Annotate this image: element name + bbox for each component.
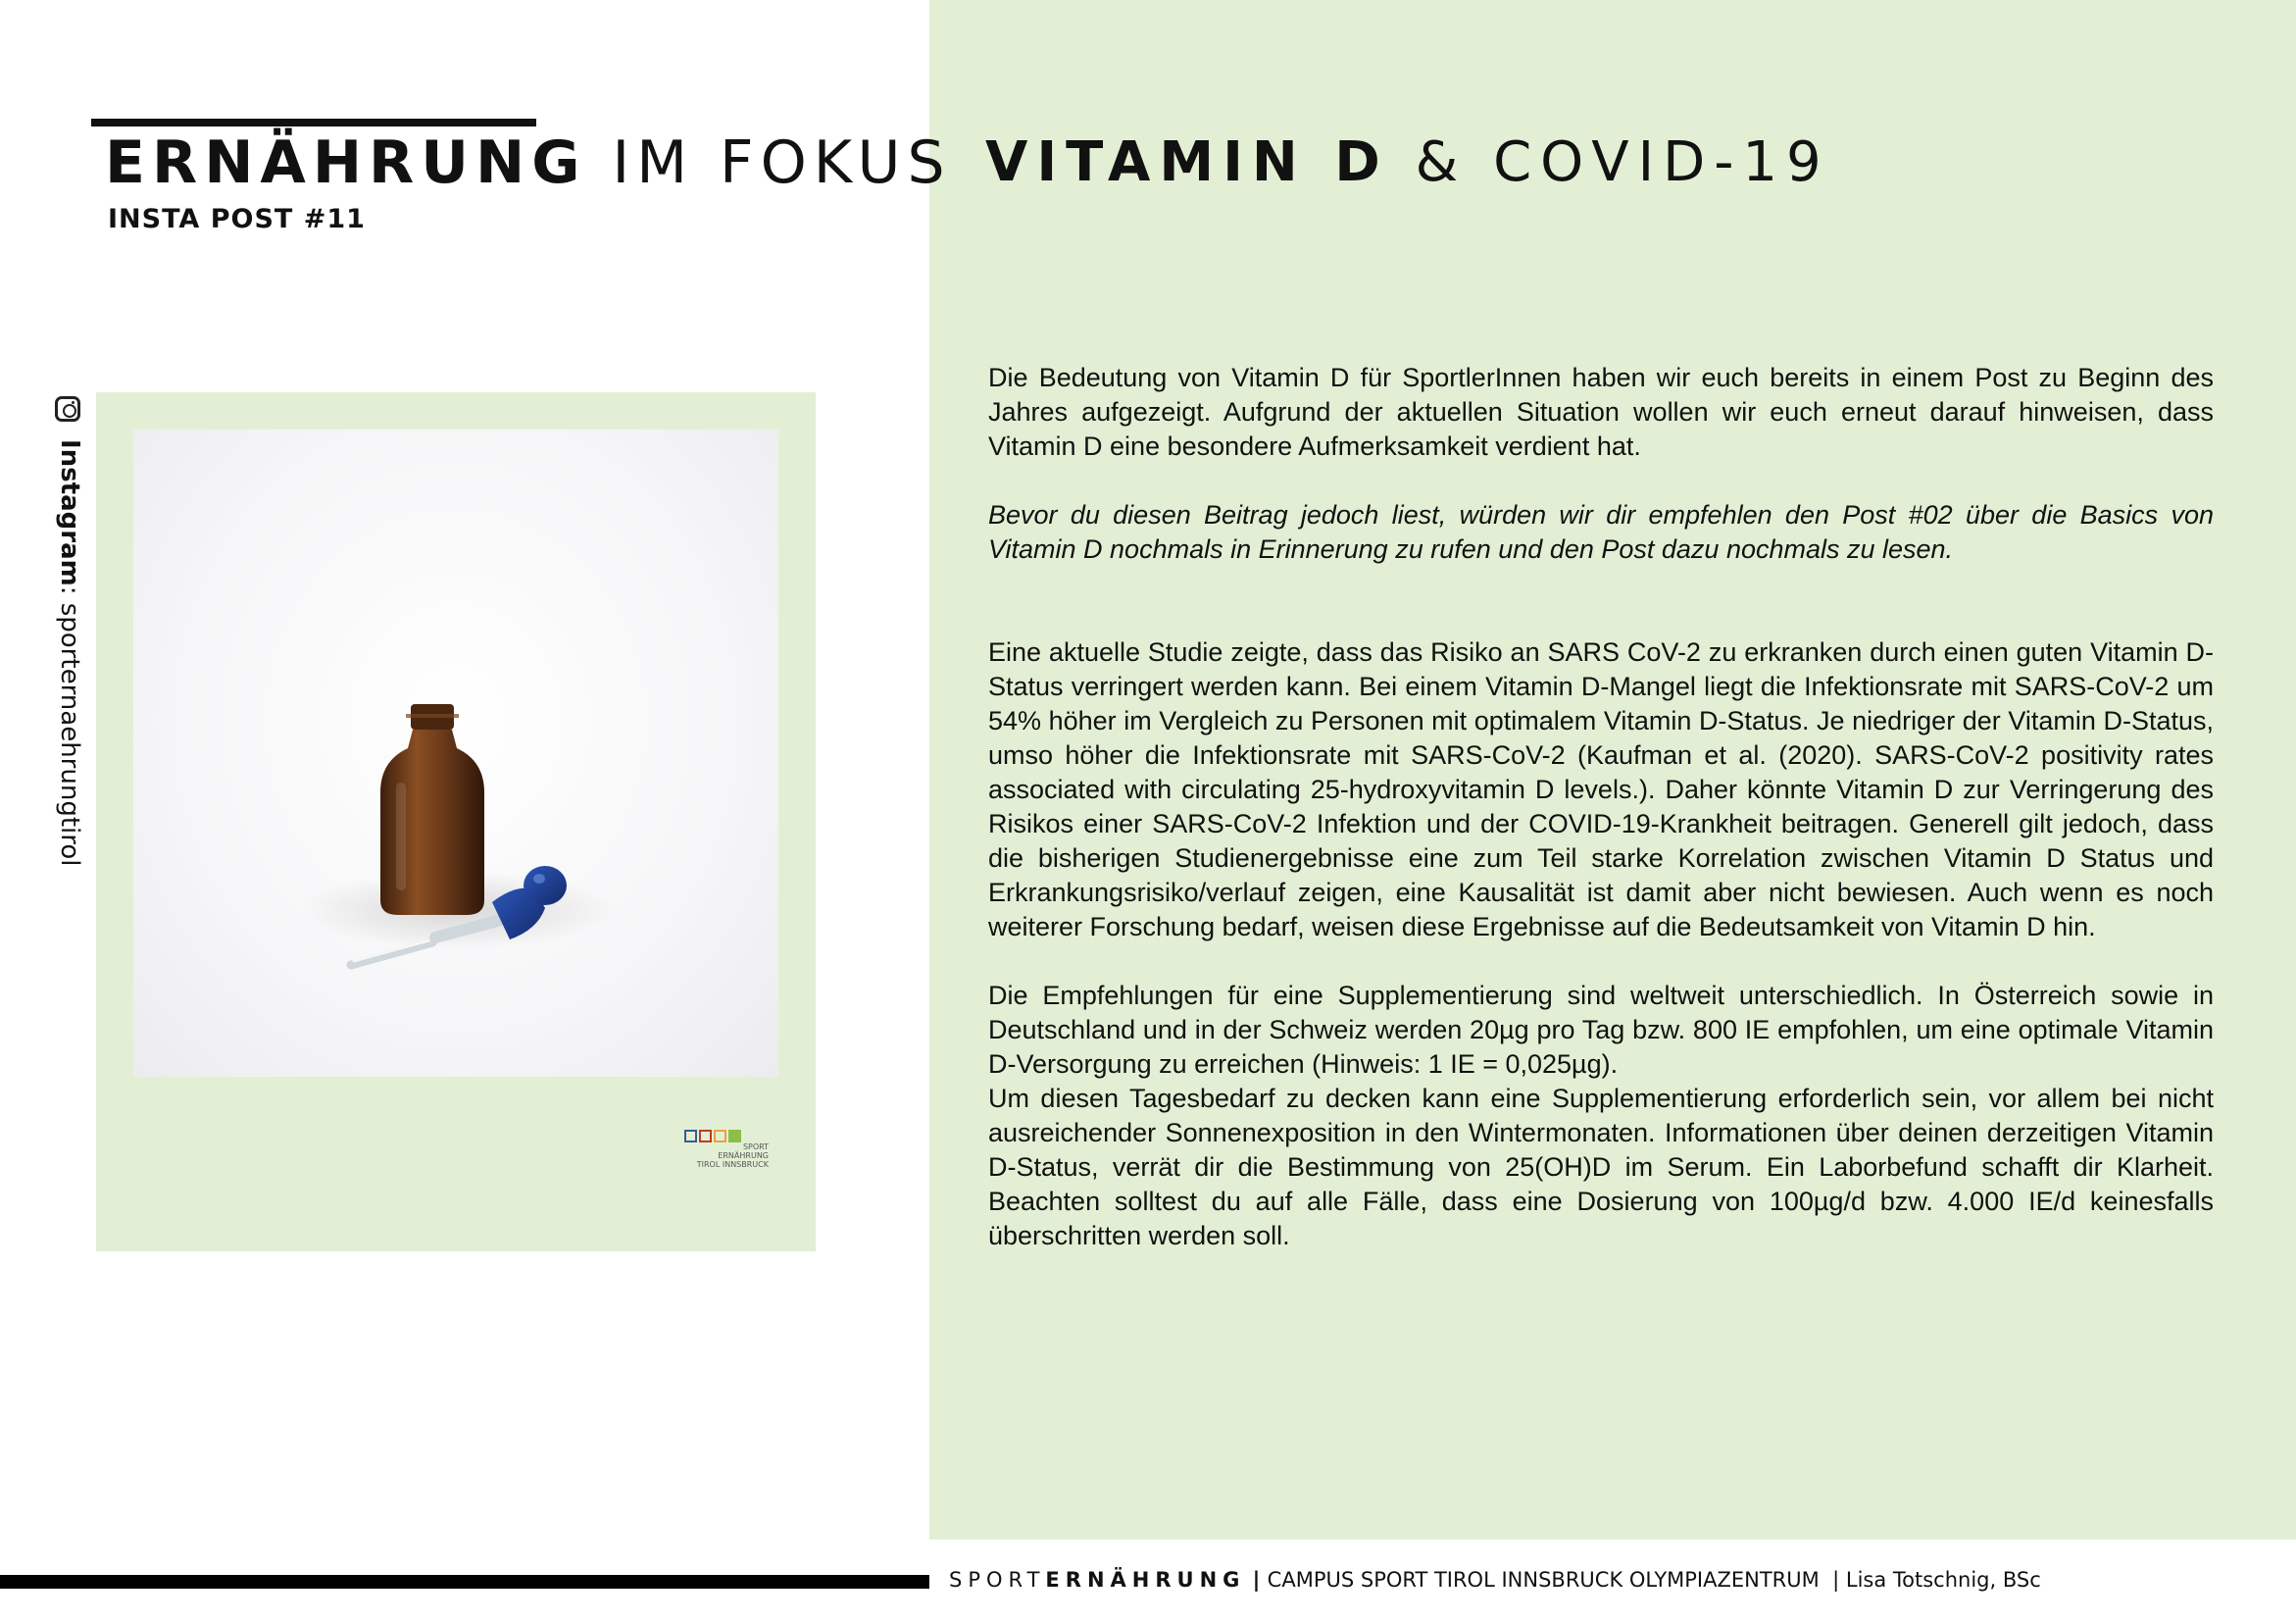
logo-square-orange [714, 1130, 726, 1142]
footer-campus: CAMPUS SPORT TIROL INNSBRUCK OLYMPIAZENTRUM [1267, 1568, 1820, 1592]
logo-square-green [728, 1130, 741, 1142]
logo-square-blue [684, 1130, 697, 1142]
instagram-account: : sporternaehrungtirol [55, 585, 84, 867]
paragraph-recommendation: Die Empfehlungen für eine Supplementierung sind weltweit unterschiedlich. In Österreich sowie in Deutschland und in der Schweiz werden 20µg pro Tag bzw. 800 IE empfohlen, um eine optimale Vitamin D-Versorgung zu erreichen (Hinweis: 1 IE = 0,025µg). [988, 981, 2214, 1079]
instagram-label: Instagram [55, 439, 84, 586]
instagram-text [55, 439, 84, 867]
footer-bar [0, 1575, 929, 1589]
logo-text-1: SPORT [742, 1142, 769, 1151]
paragraph-supplement: Um diesen Tagesbedarf zu decken kann eine Supplementierung erforderlich sein, vor allem bei nicht ausreichender Sonnenexposition in den Wintermonaten. Informationen über deinen derzeitigen Vitamin D-Status, verrät dir die Bestimmung von 25(OH)D im Serum. Ein Laborbefund schafft dir Klarheit. Beachten solltest du auf alle Fälle, dass eine Dosierung von 100µg/d bzw. 4.000 IE/d keinesfalls überschritten werden soll. [988, 1084, 2214, 1250]
photo-frame [96, 392, 816, 1251]
vitamin-bottle-photo [133, 430, 778, 1077]
paragraph-study: Eine aktuelle Studie zeigte, dass das Risiko an SARS CoV-2 zu erkranken durch einen guten Vitamin D-Status verringert werden kann. Bei einem Vitamin D-Mangel liegt die Infektionsrate mit SARS-CoV-2 um 54% höher im Vergleich zu Personen mit optimalem Vitamin D-Status. Je niedriger der Vitamin D-Status, umso höher die Infektionsrate mit SARS-CoV-2 (Kaufman et al. (2020). SARS-CoV-2 positivity rates associated with circulating 25-hydroxyvitamin D levels.). Daher könnte Vitamin D zur Verringerung des Risikos einer SARS-CoV-2 Infektion und der COVID-19-Krankheit beitragen. Generell gilt jedoch, dass die bisherigen Studienergebnisse eine zum Teil starke Korrelation zwischen Vitamin D Status und Erkrankungsrisiko/verlauf zeigen, eine Kausalität ist damit aber nicht bewiesen. Auch wenn es noch weiterer Forschung bedarf, weisen diese Ergebnisse auf die Bedeutsamkeit von Vitamin D hin. [988, 637, 2214, 941]
series-title-strong: ERNÄHRUNG [105, 128, 587, 197]
footer-brand-strong: ERNÄHRUNG [1045, 1568, 1246, 1592]
footer-separator-2: | [1819, 1568, 1846, 1592]
logo-squares [684, 1130, 769, 1142]
footer-separator: | [1245, 1568, 1268, 1592]
sport-ernaehrung-logo [684, 1130, 769, 1183]
footer-text [949, 1565, 2041, 1595]
article-body [988, 361, 2214, 1253]
footer-brand-light: SPORT [949, 1568, 1046, 1592]
article-title [985, 127, 1830, 198]
paragraph-intro: Die Bedeutung von Vitamin D für SportlerInnen haben wir euch bereits in einem Post zu Beginn des Jahres aufgezeigt. Aufgrund der aktuellen Situation wollen wir euch erneut darauf hinweisen, dass Vitamin D eine besondere Aufmerksamkeit verdient hat. [988, 363, 2214, 461]
logo-text-3: TIROL INNSBRUCK [696, 1160, 769, 1169]
bottle-illustration [133, 430, 778, 1077]
post-number: INSTA POST #11 [108, 204, 366, 234]
instagram-icon [55, 396, 80, 422]
article-title-light: & COVID-19 [1415, 130, 1830, 194]
series-title-light: IM FOKUS [612, 128, 952, 197]
series-title [105, 127, 952, 198]
footer-author: Lisa Totschnig, BSc [1845, 1568, 2041, 1592]
instagram-handle[interactable] [55, 396, 84, 867]
logo-text-2: ERNÄHRUNG [718, 1151, 769, 1160]
paragraph-note: Bevor du diesen Beitrag jedoch liest, würden wir dir empfehlen den Post #02 über die Basics von Vitamin D nochmals in Erinnerung zu rufen und den Post dazu nochmals zu lesen. [988, 500, 2214, 564]
logo-square-red [699, 1130, 712, 1142]
header-rule [91, 119, 536, 127]
article-title-strong: VITAMIN D [985, 130, 1389, 194]
